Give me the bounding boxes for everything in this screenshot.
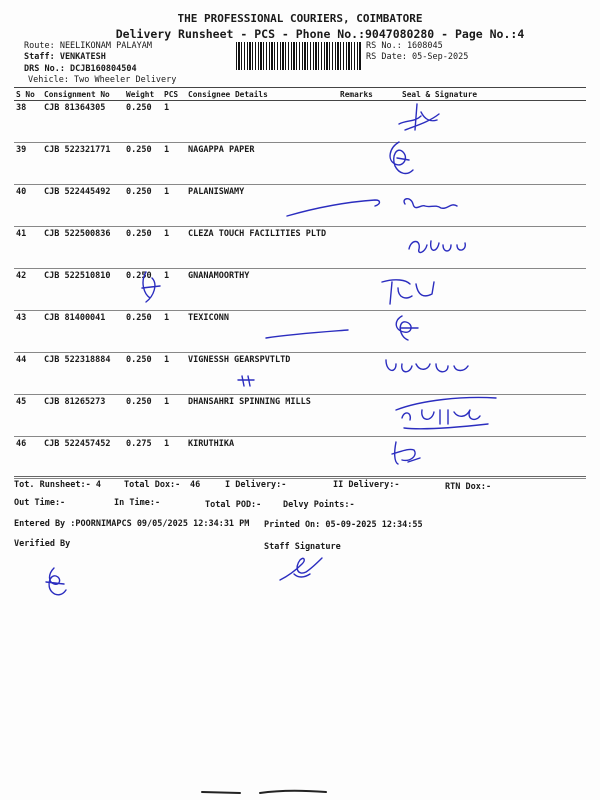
signature-row-42 <box>136 268 466 308</box>
signature-row-44 <box>236 352 476 392</box>
col-pcs: PCS <box>162 88 186 101</box>
cell-pcs: 1 <box>162 185 186 227</box>
cell-weight: 0.250 <box>124 395 162 437</box>
route-label: Route: NEELIKONAM PALAYAM <box>24 41 152 51</box>
cell-remarks <box>338 101 378 143</box>
staff-signature-label: Staff Signature <box>264 542 341 552</box>
cell-remarks <box>338 227 378 269</box>
col-remarks: Remarks <box>338 88 378 101</box>
out-time: Out Time:- <box>14 498 66 508</box>
signature-row-38 <box>395 100 445 136</box>
cell-remarks <box>338 395 378 437</box>
col-signature: Seal & Signature <box>378 88 586 101</box>
cell-pcs: 1 <box>162 101 186 143</box>
table-row <box>14 143 586 185</box>
cell-weight: 0.250 <box>124 143 162 185</box>
cell-consignment-no: CJB 522445492 <box>42 185 124 227</box>
runsheet-title: Delivery Runsheet - PCS - Phone No.:9047080280 - Page No.:4 <box>115 27 525 41</box>
verified-by: Verified By <box>14 539 71 549</box>
cell-sno: 44 <box>14 353 42 395</box>
signature-verified-by <box>40 566 74 600</box>
cell-consignee <box>186 101 338 143</box>
col-consignment: Consignment No <box>42 88 124 101</box>
tot-runsheet: Tot. Runsheet:- 4 <box>14 480 101 490</box>
total-dox-value: 46 <box>190 480 201 490</box>
cell-sno: 38 <box>14 101 42 143</box>
cell-sno: 46 <box>14 437 42 479</box>
cell-consignment-no: CJB 81364305 <box>42 101 124 143</box>
cell-weight: 0.250 <box>124 101 162 143</box>
cell-consignment-no: CJB 81400041 <box>42 311 124 353</box>
cell-pcs: 1 <box>162 269 186 311</box>
cell-pcs: 1 <box>162 437 186 479</box>
cell-weight: 0.250 <box>124 227 162 269</box>
vehicle-label: Vehicle: Two Wheeler Delivery <box>28 75 177 85</box>
signature-row-43 <box>262 310 432 344</box>
cell-consignment-no: CJB 522321771 <box>42 143 124 185</box>
cell-sno: 41 <box>14 227 42 269</box>
table-row <box>14 227 586 269</box>
col-consignee: Consignee Details <box>186 88 338 101</box>
cell-weight: 0.250 <box>124 353 162 395</box>
in-time: In Time:- <box>114 498 161 508</box>
col-sno: S No <box>14 88 42 101</box>
col-weight: Weight <box>124 88 162 101</box>
cell-pcs: 1 <box>162 311 186 353</box>
cell-pcs: 1 <box>162 227 186 269</box>
i-delivery: I Delivery:- <box>225 480 287 490</box>
cell-pcs: 1 <box>162 395 186 437</box>
ii-delivery: II Delivery:- <box>333 480 400 490</box>
cell-weight: 0.250 <box>124 311 162 353</box>
cell-sno: 42 <box>14 269 42 311</box>
cell-consignee: VIGNESSH GEARSPVTLTD <box>186 353 338 395</box>
cell-remarks <box>338 437 378 479</box>
cell-sno: 39 <box>14 143 42 185</box>
signature-row-46 <box>388 438 424 468</box>
cell-sno: 43 <box>14 311 42 353</box>
cell-consignee: NAGAPPA PAPER <box>186 143 338 185</box>
cell-consignment-no: CJB 81265273 <box>42 395 124 437</box>
signature-row-39 <box>383 138 423 182</box>
delvy-points: Delvy Points:- <box>283 500 355 510</box>
cell-pcs: 1 <box>162 143 186 185</box>
signature-row-45 <box>392 388 502 436</box>
cell-weight: 0.275 <box>124 437 162 479</box>
cell-consignment-no: CJB 522318884 <box>42 353 124 395</box>
signature-row-40 <box>285 190 475 224</box>
cell-consignee: KIRUTHIKA <box>186 437 338 479</box>
company-title: THE PROFESSIONAL COURIERS, COIMBATORE <box>177 12 423 25</box>
cell-consignee: GNANAMOORTHY <box>186 269 338 311</box>
table-row <box>14 437 586 479</box>
scan-mark-bottom <box>200 788 330 796</box>
entered-by: Entered By :POORNIMAPCS 09/05/2025 12:34:31 PM <box>14 519 250 529</box>
cell-consignment-no: CJB 522500836 <box>42 227 124 269</box>
cell-sno: 45 <box>14 395 42 437</box>
drs-number: DRS No.: DCJB160804504 <box>24 64 137 74</box>
staff-label: Staff: VENKATESH <box>24 52 106 62</box>
cell-consignment-no: CJB 522457452 <box>42 437 124 479</box>
rs-number: RS No.: 1608045 <box>366 41 443 51</box>
cell-consignee: CLEZA TOUCH FACILITIES PLTD <box>186 227 338 269</box>
cell-consignee: DHANSAHRI SPINNING MILLS <box>186 395 338 437</box>
rtn-dox: RTN Dox:- <box>445 482 492 492</box>
cell-remarks <box>338 143 378 185</box>
total-dox-label: Total Dox:- <box>124 480 181 490</box>
signature-row-41 <box>405 231 475 259</box>
table-row <box>14 101 586 143</box>
cell-consignment-no: CJB 522510810 <box>42 269 124 311</box>
signature-staff <box>276 552 326 586</box>
rs-date: RS Date: 05-Sep-2025 <box>366 52 469 62</box>
cell-pcs: 1 <box>162 353 186 395</box>
total-pod: Total POD:- <box>205 500 262 510</box>
cell-weight: 0.250 <box>124 185 162 227</box>
table-header-row <box>14 88 586 101</box>
cell-weight: 0.250 <box>124 269 162 311</box>
cell-consignee: TEXICONN <box>186 311 338 353</box>
cell-consignee: PALANISWAMY <box>186 185 338 227</box>
cell-sno: 40 <box>14 185 42 227</box>
barcode <box>236 42 362 70</box>
printed-on: Printed On: 05-09-2025 12:34:55 <box>264 520 423 530</box>
